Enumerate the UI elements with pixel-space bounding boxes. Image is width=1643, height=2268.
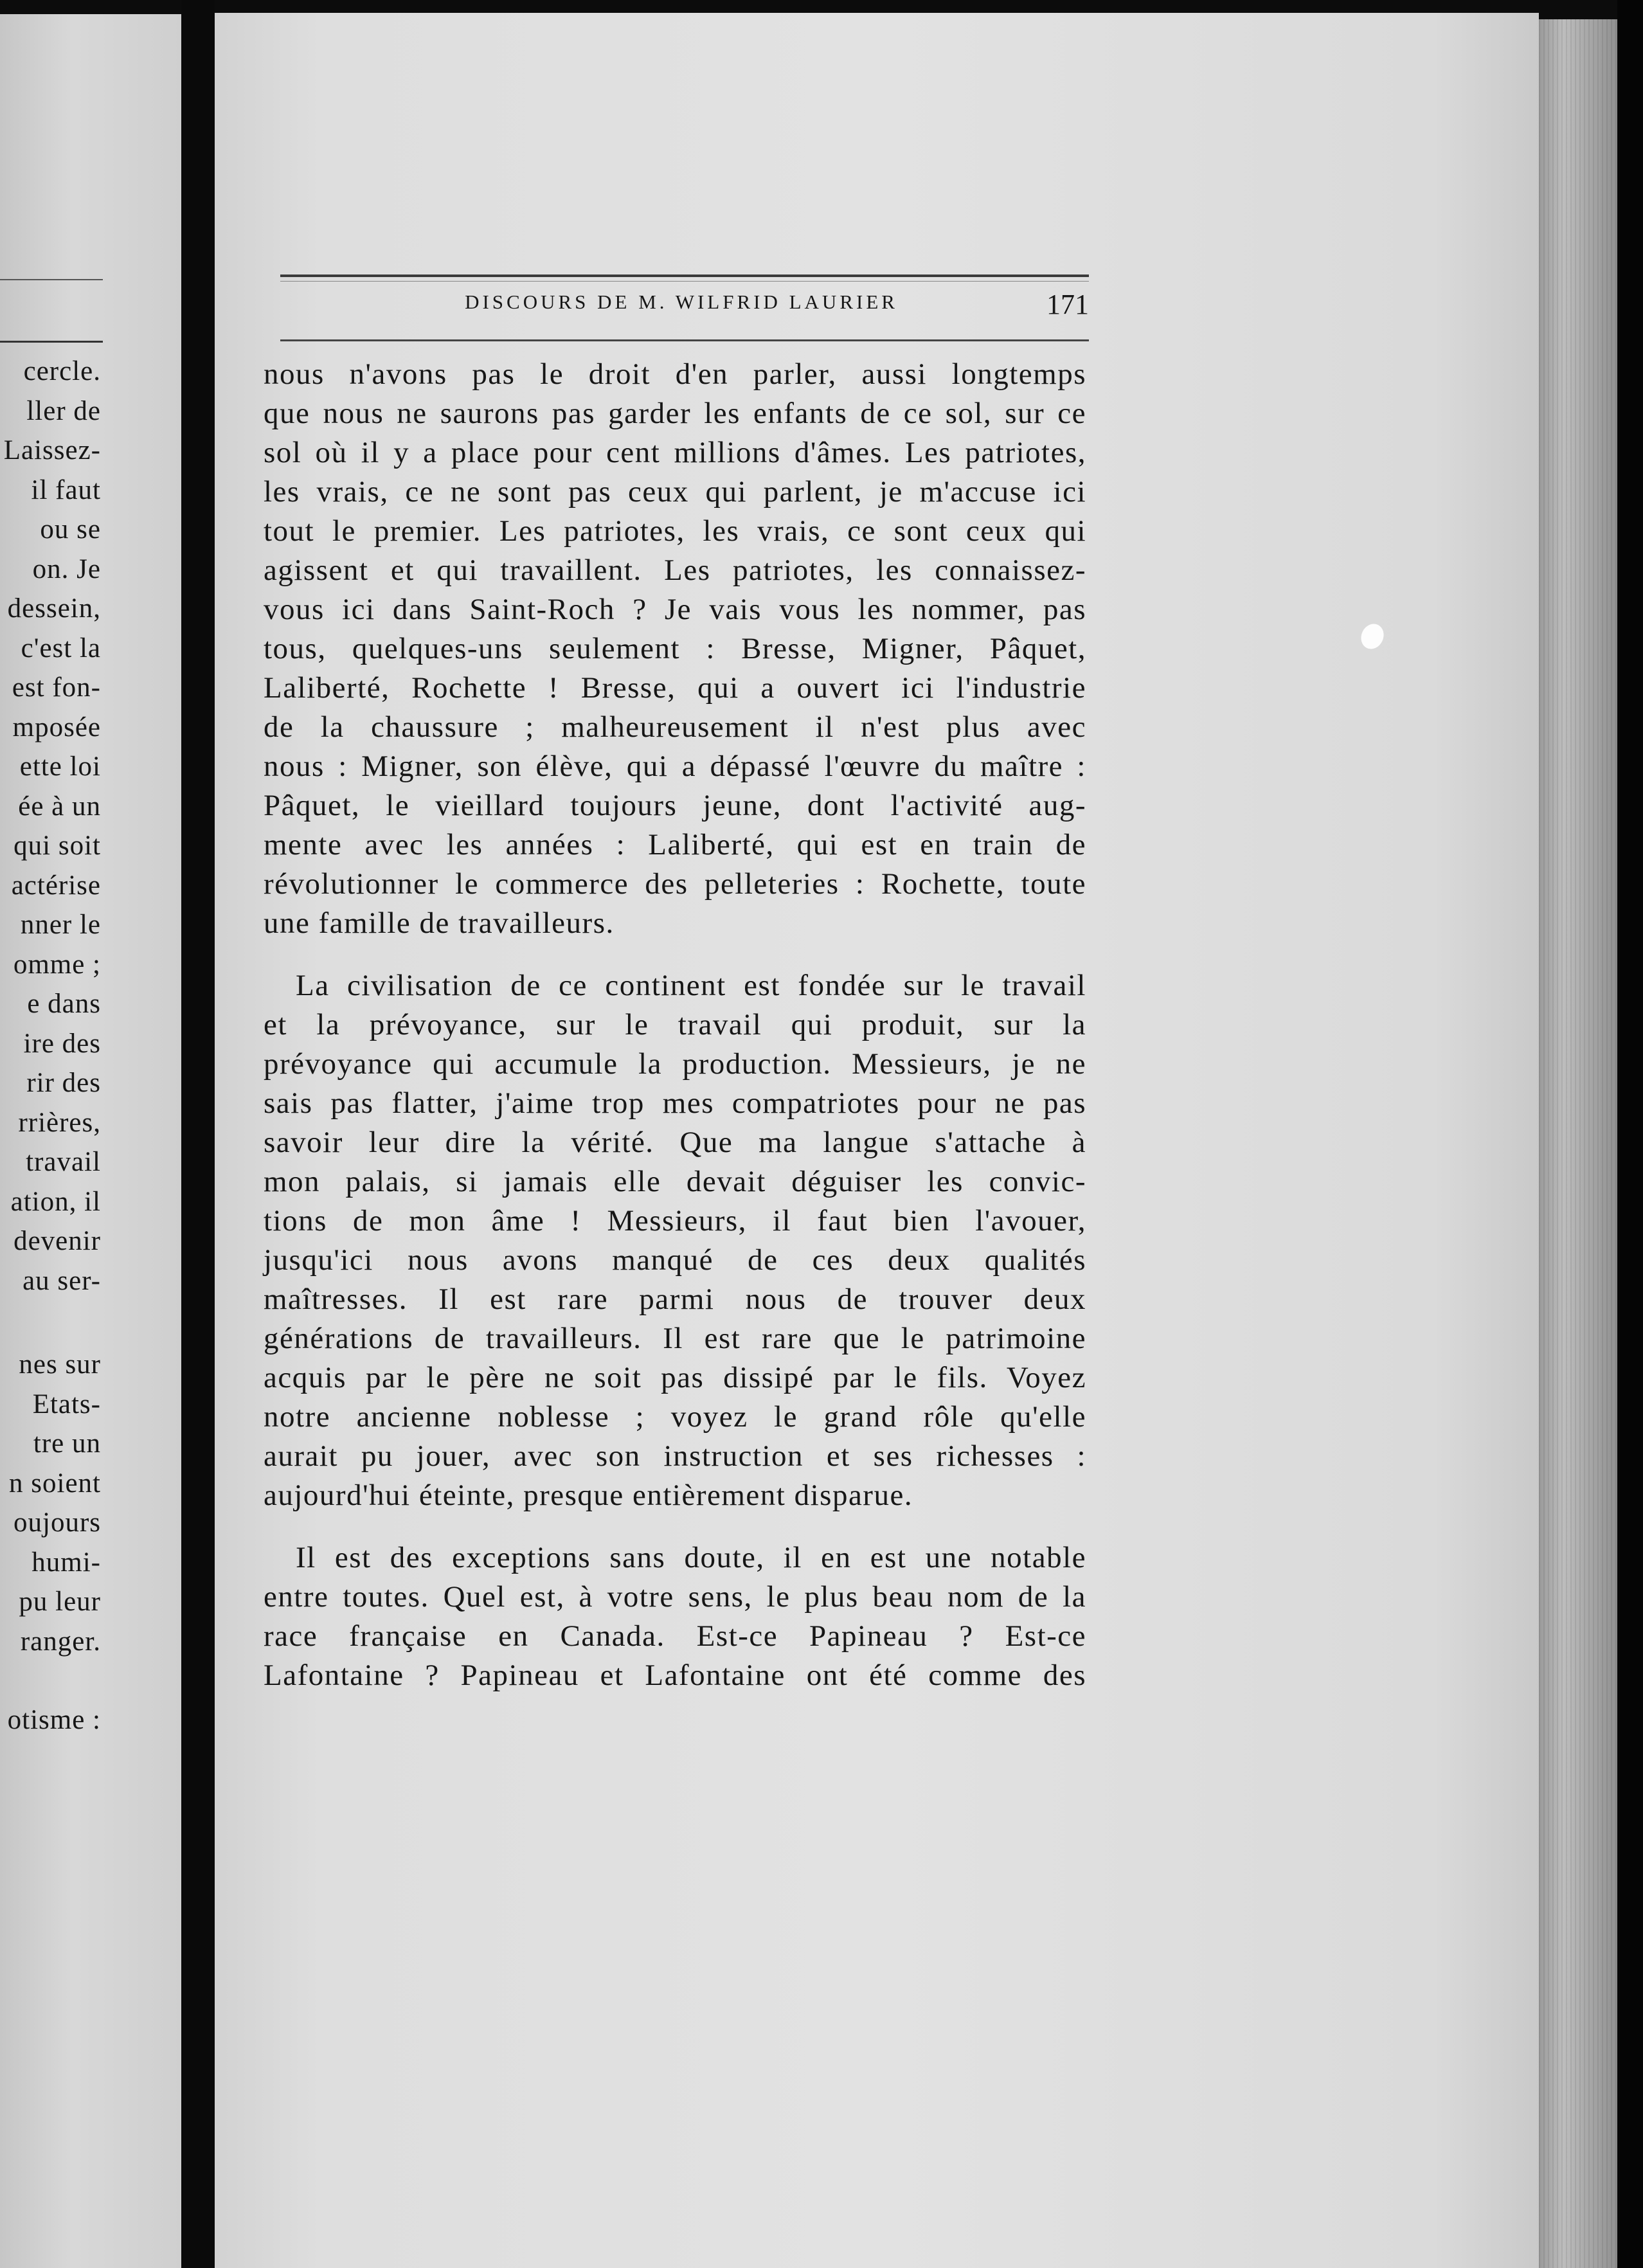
text-line: une famille de travailleurs.	[264, 906, 615, 940]
header-rule-thin	[280, 281, 1089, 282]
text-line: notre ancienne noblesse ; voyez le grand rôle qu'elle	[264, 1400, 1086, 1434]
left-line: Etats-	[32, 1389, 101, 1419]
left-line: pu leur	[19, 1587, 101, 1617]
left-line: nner le	[20, 910, 101, 940]
left-paragraph-gap	[0, 1661, 101, 1700]
text-line: générations de travailleurs. Il est rare que le patrimoine	[264, 1322, 1086, 1355]
left-line: oujours	[13, 1508, 101, 1538]
left-line: c'est la	[21, 633, 101, 663]
left-line: nes sur	[19, 1349, 101, 1380]
left-line: cercle.	[23, 356, 101, 386]
left-line: devenir	[13, 1226, 101, 1256]
text-line: sais pas flatter, j'aime trop mes compatriotes pour ne pas	[264, 1086, 1086, 1120]
left-line: tre un	[33, 1428, 101, 1459]
left-page-fragment	[0, 14, 181, 2268]
text-line: savoir leur dire la vérité. Que ma langue s'attache à	[264, 1126, 1086, 1159]
left-line: otisme :	[7, 1705, 101, 1735]
paragraph-2	[264, 966, 1086, 1515]
text-line: les vrais, ce ne sont pas ceux qui parlent, je m'accuse ici	[264, 475, 1086, 509]
left-line: est fon-	[12, 672, 101, 703]
left-line: ou se	[40, 514, 101, 544]
page-edge-texture	[1539, 19, 1620, 2268]
running-head: DISCOURS DE M. WILFRID LAURIER	[465, 291, 898, 313]
left-line: Laissez-	[3, 435, 101, 465]
text-line: maîtresses. Il est rare parmi nous de trouver deux	[264, 1282, 1086, 1316]
left-paragraph-gap	[0, 1300, 101, 1345]
left-line: n soient	[9, 1468, 101, 1498]
left-line: au ser-	[22, 1265, 101, 1296]
left-line: ée à un	[18, 791, 101, 822]
left-line: ranger.	[20, 1626, 101, 1657]
left-line: on. Je	[32, 554, 101, 584]
left-line: mposée	[12, 712, 101, 742]
left-line: ette loi	[19, 752, 101, 782]
scan-border-right	[1617, 0, 1643, 2268]
text-line: La civilisation de ce continent est fondée sur le travail	[296, 969, 1086, 1002]
left-line: ller de	[26, 395, 101, 426]
text-line: acquis par le père ne soit pas dissipé par le fils. Voyez	[264, 1361, 1086, 1394]
left-line: rrières,	[18, 1107, 101, 1138]
left-line: dessein,	[7, 593, 101, 624]
text-line: révolutionner le commerce des pelleteries : Rochette, toute	[264, 867, 1086, 901]
left-line: travail	[26, 1147, 101, 1177]
left-line: omme ;	[13, 949, 101, 980]
left-line: rir des	[26, 1068, 101, 1098]
left-line: qui soit	[13, 831, 101, 861]
header-rule	[280, 274, 1089, 277]
text-line: Lafontaine ? Papineau et Lafontaine ont été comme des	[264, 1659, 1086, 1692]
text-line: nous : Migner, son élève, qui a dépassé l'œuvre du maître :	[264, 750, 1086, 783]
text-line: entre toutes. Quel est, à votre sens, le plus beau nom de la	[264, 1580, 1086, 1614]
text-line: et la prévoyance, sur le travail qui produit, sur la	[264, 1008, 1086, 1041]
left-line: ire des	[23, 1028, 101, 1059]
text-line: tions de mon âme ! Messieurs, il faut bien l'avouer,	[264, 1204, 1086, 1238]
text-line: jusqu'ici nous avons manqué de ces deux qualités	[264, 1243, 1086, 1277]
text-line: nous n'avons pas le droit d'en parler, aussi longtemps	[264, 357, 1086, 391]
text-line: aurait pu jouer, avec son instruction et ses richesses :	[264, 1439, 1086, 1473]
text-line: de la chaussure ; malheureusement il n'est plus avec	[264, 710, 1086, 744]
body-text	[264, 355, 1086, 1695]
text-line: tout le premier. Les patriotes, les vrais, ce sont ceux qui	[264, 514, 1086, 548]
left-header-rule	[0, 279, 103, 280]
page-number: 171	[1046, 289, 1089, 320]
text-line: Pâquet, le vieillard toujours jeune, dont l'activité aug-	[264, 789, 1086, 822]
text-line: agissent et qui travaillent. Les patriotes, les connaissez-	[264, 554, 1086, 587]
book-gutter	[181, 0, 215, 2268]
left-line: humi-	[31, 1547, 101, 1578]
text-line: tous, quelques-uns seulement : Bresse, Migner, Pâquet,	[264, 632, 1086, 665]
text-line: Laliberté, Rochette ! Bresse, qui a ouvert ici l'industrie	[264, 671, 1086, 705]
text-line: mon palais, si jamais elle devait déguiser les convic-	[264, 1165, 1086, 1198]
text-line: race française en Canada. Est-ce Papineau ? Est-ce	[264, 1619, 1086, 1653]
paragraph-1	[264, 355, 1086, 943]
text-line: vous ici dans Saint-Roch ? Je vais vous les nommer, pas	[264, 593, 1086, 626]
left-line: actérise	[11, 870, 101, 901]
text-line: Il est des exceptions sans doute, il en est une notable	[296, 1541, 1086, 1574]
text-line: que nous ne saurons pas garder les enfants de ce sol, sur ce	[264, 397, 1086, 430]
left-header-rule-bottom	[0, 341, 103, 343]
left-line: il faut	[31, 474, 101, 505]
paragraph-3	[264, 1538, 1086, 1695]
left-page-text	[0, 352, 101, 1740]
left-line: ation, il	[10, 1186, 101, 1217]
text-line: sol où il y a place pour cent millions d'âmes. Les patriotes,	[264, 436, 1086, 469]
header-rule-bottom	[280, 339, 1089, 341]
text-line: mente avec les années : Laliberté, qui est en train de	[264, 828, 1086, 861]
text-line: aujourd'hui éteinte, presque entièrement disparue.	[264, 1479, 913, 1512]
left-line: e dans	[27, 989, 101, 1019]
text-line: prévoyance qui accumule la production. Messieurs, je ne	[264, 1047, 1086, 1081]
